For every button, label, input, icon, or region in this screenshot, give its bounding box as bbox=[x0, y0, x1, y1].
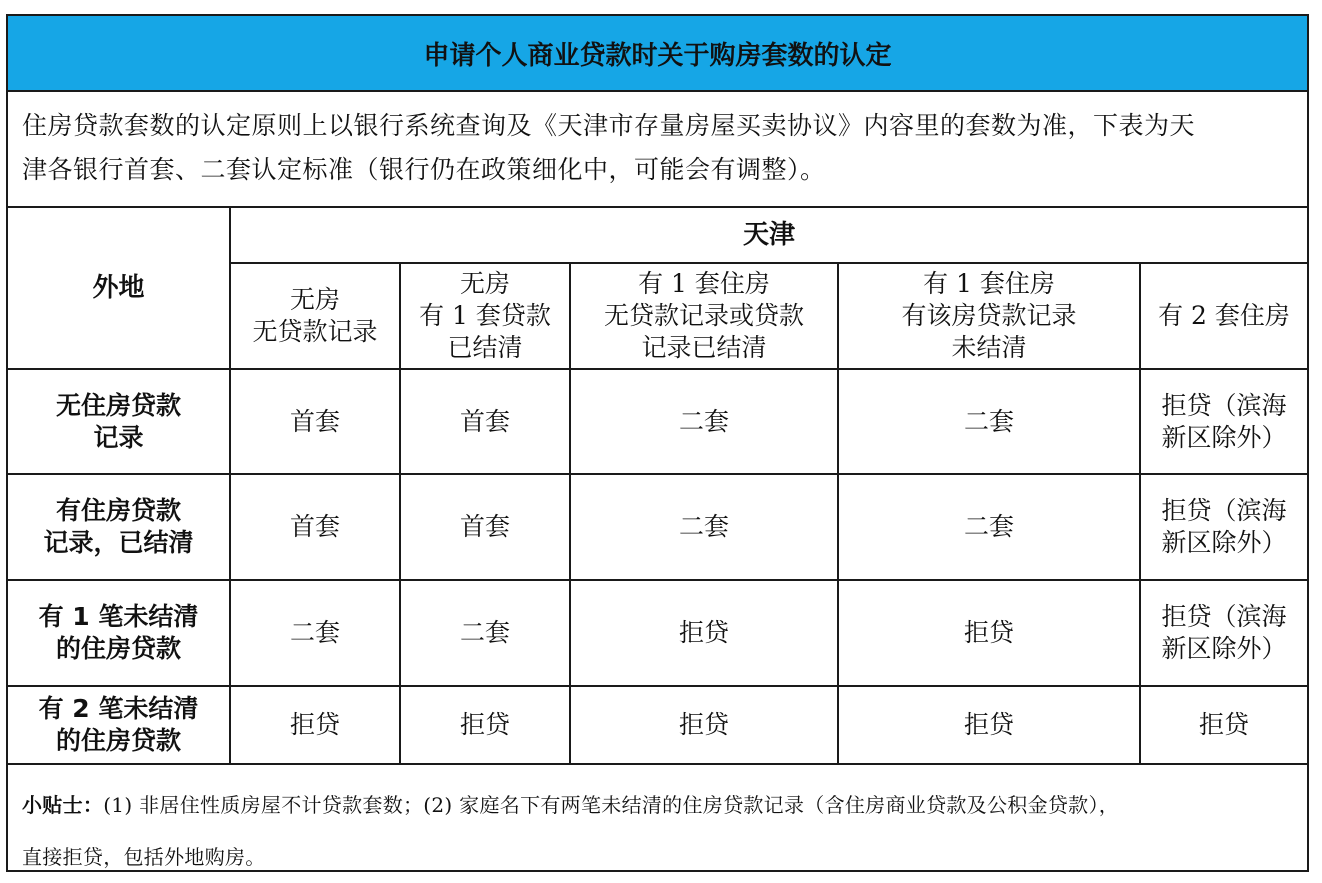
table-cell: 首套 bbox=[400, 474, 570, 580]
table-cell: 拒贷（滨海 新区除外） bbox=[1140, 369, 1307, 474]
table-cell: 二套 bbox=[570, 474, 838, 580]
table-row bbox=[8, 686, 1307, 764]
table-row bbox=[8, 580, 1307, 686]
document-title: 申请个人商业贷款时关于购房套数的认定 bbox=[8, 16, 1307, 92]
table-cell: 拒贷 bbox=[1140, 686, 1307, 764]
column-header: 有 1 套住房 有该房贷款记录 未结清 bbox=[838, 263, 1140, 369]
tips-note bbox=[8, 765, 1307, 883]
table-cell: 拒贷 bbox=[570, 580, 838, 686]
table-cell: 二套 bbox=[570, 369, 838, 474]
corner-header-outside: 外地 bbox=[8, 208, 230, 369]
tips-label: 小贴士： bbox=[22, 793, 104, 817]
table-cell: 拒贷 bbox=[400, 686, 570, 764]
table-cell: 二套 bbox=[400, 580, 570, 686]
policy-table bbox=[8, 208, 1307, 765]
table-cell: 首套 bbox=[230, 369, 400, 474]
intro-line-1: 住房贷款套数的认定原则上以银行系统查询及《天津市存量房屋买卖协议》内容里的套数为准，下表为天 bbox=[22, 111, 1196, 140]
row-header: 无住房贷款 记录 bbox=[8, 369, 230, 474]
table-cell: 拒贷 bbox=[838, 580, 1140, 686]
row-header: 有 1 笔未结清 的住房贷款 bbox=[8, 580, 230, 686]
row-header: 有 2 笔未结清 的住房贷款 bbox=[8, 686, 230, 764]
tips-line-2: 直接拒贷，包括外地购房。 bbox=[22, 845, 266, 869]
tips-text-1: (1) 非居住性质房屋不计贷款套数；(2) 家庭名下有两笔未结清的住房贷款记录（含住房商业贷款及公积金贷款）， bbox=[103, 793, 1120, 817]
tips-line-1 bbox=[22, 779, 1293, 831]
column-header: 有 1 套住房 无贷款记录或贷款 记录已结清 bbox=[570, 263, 838, 369]
table-cell: 首套 bbox=[230, 474, 400, 580]
row-header: 有住房贷款 记录，已结清 bbox=[8, 474, 230, 580]
table-row bbox=[8, 369, 1307, 474]
table-cell: 拒贷（滨海 新区除外） bbox=[1140, 474, 1307, 580]
loan-policy-document bbox=[6, 14, 1309, 872]
table-cell: 二套 bbox=[230, 580, 400, 686]
intro-paragraph bbox=[8, 92, 1307, 208]
column-header: 无房 有 1 套贷款 已结清 bbox=[400, 263, 570, 369]
table-cell: 拒贷 bbox=[838, 686, 1140, 764]
table-cell: 二套 bbox=[838, 369, 1140, 474]
table-cell: 拒贷 bbox=[230, 686, 400, 764]
table-cell: 二套 bbox=[838, 474, 1140, 580]
intro-line-2: 津各银行首套、二套认定标准（银行仍在政策细化中，可能会有调整）。 bbox=[22, 155, 826, 184]
table-cell: 拒贷（滨海 新区除外） bbox=[1140, 580, 1307, 686]
table-cell: 拒贷 bbox=[570, 686, 838, 764]
group-header-tianjin: 天津 bbox=[230, 208, 1307, 263]
table-cell: 首套 bbox=[400, 369, 570, 474]
table-row bbox=[8, 474, 1307, 580]
column-header: 有 2 套住房 bbox=[1140, 263, 1307, 369]
column-header: 无房 无贷款记录 bbox=[230, 263, 400, 369]
